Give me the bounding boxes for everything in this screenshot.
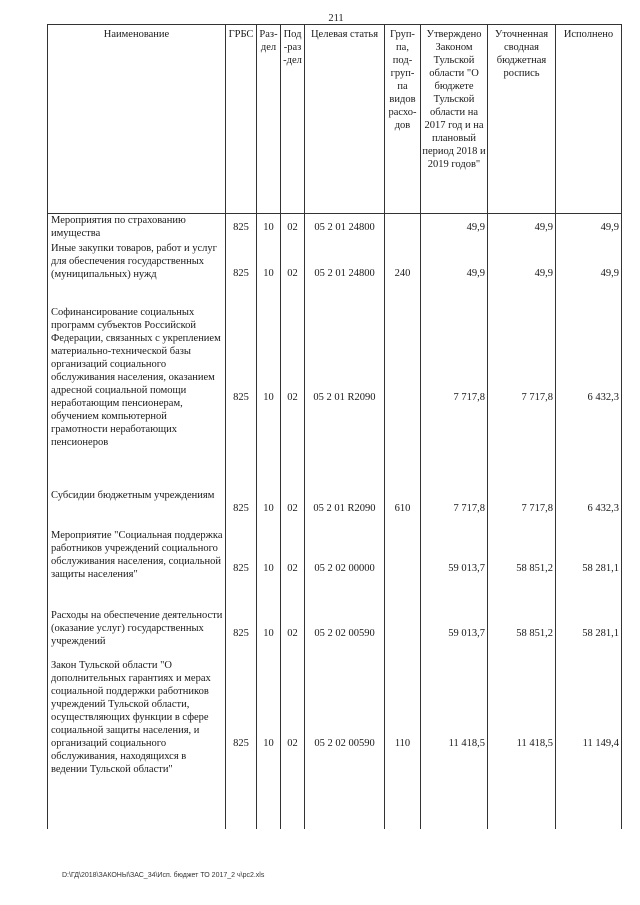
row-podrazdel: 02 — [281, 659, 305, 829]
row-podrazdel: 02 — [281, 306, 305, 489]
row-name: Софинансирование социальных программ субъектов Российской Федерации, связанных с укреплением материально-технической базы организаций социального обслуживания населения, оказанием адресной социальной помощи неработающим пенсионерам, обучением компьютерной грамотности неработающих пенсионеров — [48, 306, 226, 489]
row-approved: 11 418,5 — [421, 659, 488, 829]
header-razdel: Раз-дел — [257, 25, 281, 214]
row-grbs: 825 — [226, 489, 257, 529]
row-group — [385, 529, 421, 609]
row-approved: 59 013,7 — [421, 609, 488, 659]
row-name: Расходы на обеспечение деятельности (оказание услуг) государственных учреждений — [48, 609, 226, 659]
row-group — [385, 214, 421, 242]
row-razdel: 10 — [257, 306, 281, 489]
header-refined: Уточненная сводная бюджетная роспись — [488, 25, 556, 214]
row-grbs: 825 — [226, 306, 257, 489]
table-row — [48, 489, 622, 529]
row-razdel: 10 — [257, 609, 281, 659]
header-podrazdel: Под-раз-дел — [281, 25, 305, 214]
row-name: Мероприятие "Социальная поддержка работников учреждений социального обслуживания населения, социальной защиты населения" — [48, 529, 226, 609]
row-approved: 49,9 — [421, 214, 488, 242]
row-name: Закон Тульской области "О дополнительных гарантиях и мерах социальной поддержки работников учреждений Тульской области, осуществляющих функции в сфере социальной защиты населения, и организаций социального обслуживания, находящихся в ведении Тульской области" — [48, 659, 226, 829]
row-approved: 7 717,8 — [421, 306, 488, 489]
row-refined: 11 418,5 — [488, 659, 556, 829]
row-approved: 49,9 — [421, 242, 488, 306]
row-group — [385, 306, 421, 489]
row-grbs: 825 — [226, 529, 257, 609]
row-group — [385, 609, 421, 659]
row-refined: 58 851,2 — [488, 529, 556, 609]
row-executed: 58 281,1 — [556, 609, 622, 659]
row-article: 05 2 01 24800 — [305, 242, 385, 306]
page-number: 211 — [328, 13, 344, 24]
row-grbs: 825 — [226, 659, 257, 829]
row-razdel: 10 — [257, 659, 281, 829]
row-executed: 11 149,4 — [556, 659, 622, 829]
header-row — [48, 25, 622, 214]
row-executed: 49,9 — [556, 214, 622, 242]
row-group: 610 — [385, 489, 421, 529]
header-name: Наименование — [48, 25, 226, 214]
table-row — [48, 242, 622, 306]
row-executed: 6 432,3 — [556, 489, 622, 529]
row-grbs: 825 — [226, 609, 257, 659]
row-article: 05 2 02 00590 — [305, 609, 385, 659]
row-article: 05 2 01 R2090 — [305, 489, 385, 529]
row-razdel: 10 — [257, 242, 281, 306]
header-expense-group: Груп-па, под-груп-па видов расхо-дов — [385, 25, 421, 214]
row-grbs: 825 — [226, 242, 257, 306]
row-article: 05 2 02 00590 — [305, 659, 385, 829]
row-refined: 58 851,2 — [488, 609, 556, 659]
row-razdel: 10 — [257, 489, 281, 529]
row-name: Мероприятия по страхованию имущества — [48, 214, 226, 242]
row-refined: 49,9 — [488, 214, 556, 242]
row-grbs: 825 — [226, 214, 257, 242]
row-executed: 6 432,3 — [556, 306, 622, 489]
header-target-article: Целевая статья — [305, 25, 385, 214]
row-article: 05 2 02 00000 — [305, 529, 385, 609]
table-row — [48, 659, 622, 829]
row-name: Иные закупки товаров, работ и услуг для обеспечения государственных (муниципальных) нужд — [48, 242, 226, 306]
row-podrazdel: 02 — [281, 609, 305, 659]
row-executed: 58 281,1 — [556, 529, 622, 609]
table-row — [48, 529, 622, 609]
table-row — [48, 214, 622, 242]
row-executed: 49,9 — [556, 242, 622, 306]
row-article: 05 2 01 24800 — [305, 214, 385, 242]
row-refined: 7 717,8 — [488, 489, 556, 529]
row-name: Субсидии бюджетным учреждениям — [48, 489, 226, 529]
row-podrazdel: 02 — [281, 242, 305, 306]
row-podrazdel: 02 — [281, 214, 305, 242]
budget-table — [47, 24, 622, 829]
row-approved: 7 717,8 — [421, 489, 488, 529]
row-razdel: 10 — [257, 214, 281, 242]
row-refined: 49,9 — [488, 242, 556, 306]
row-group: 110 — [385, 659, 421, 829]
row-podrazdel: 02 — [281, 489, 305, 529]
table-row — [48, 609, 622, 659]
header-approved: Утверждено Законом Тульской области "О бюджете Тульской области на 2017 год и на плановый период 2018 и 2019 годов" — [421, 25, 488, 214]
row-razdel: 10 — [257, 529, 281, 609]
footer-file-path: D:\ГД\2018\ЗАКОНЫ\ЗАС_34\Исп. бюджет ТО 2017_2 ч\рс2.xls — [62, 872, 265, 879]
header-grbs: ГРБС — [226, 25, 257, 214]
row-article: 05 2 01 R2090 — [305, 306, 385, 489]
row-group: 240 — [385, 242, 421, 306]
row-approved: 59 013,7 — [421, 529, 488, 609]
table-row — [48, 306, 622, 489]
row-refined: 7 717,8 — [488, 306, 556, 489]
header-executed: Исполнено — [556, 25, 622, 214]
budget-table-container — [47, 24, 621, 829]
row-podrazdel: 02 — [281, 529, 305, 609]
